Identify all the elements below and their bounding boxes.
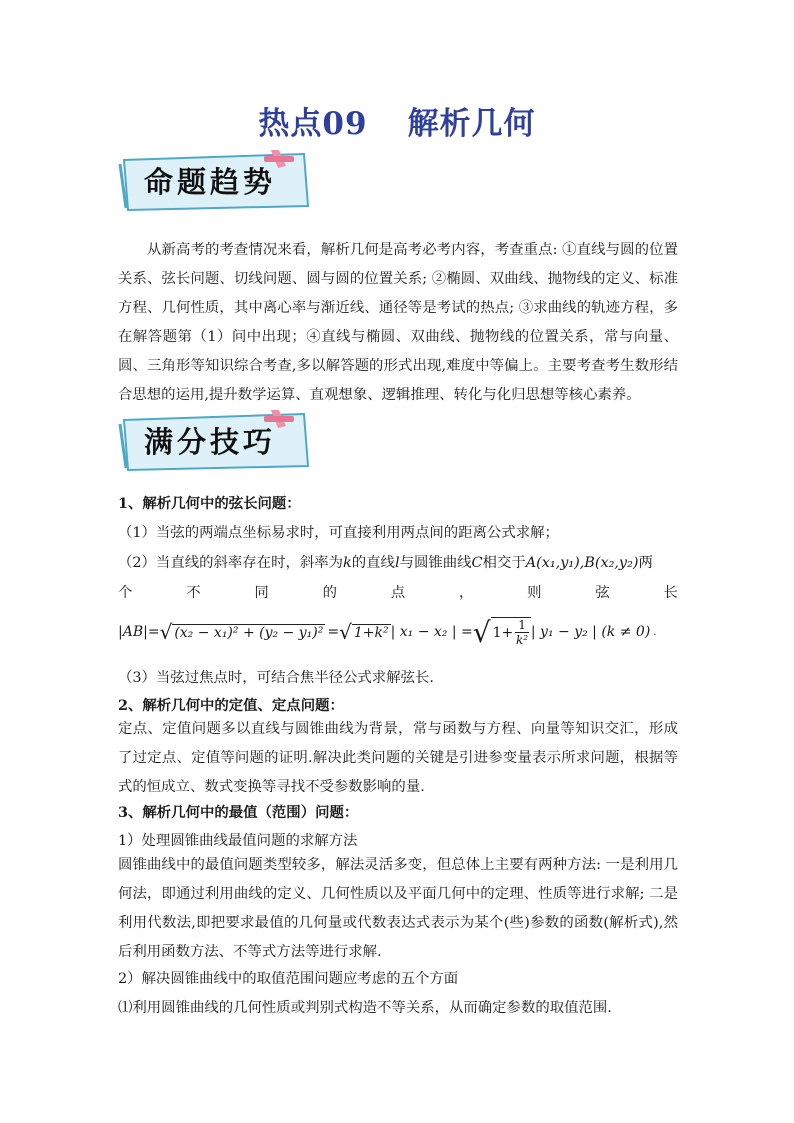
formula-radicand: 1+k² (353, 624, 389, 641)
section1-spread-line (118, 581, 678, 602)
spread-char: 不 (186, 585, 201, 601)
math-c: C (471, 555, 483, 571)
formula-lhs: |AB| (118, 624, 148, 640)
intro-paragraph: 从新高考的考查情况来看，解析几何是高考必考内容，考查重点: ①直线与圆的位置关系、弦长问题、切线问题、圆与圆的位置关系; ②椭圆、双曲线、抛物线的定义、标准方程、几何性质，其中离心率与渐近线、通径等是考试的热点; ③求曲线的轨迹方程，多在解答题第（1）问中出现；④直线与椭圆、双曲线、抛物线的位置关系，常与向量、圆、三角形等知识综合考查,多以解答题的形式出现,难度中等偏上。主要考查考生数形结合思想的运用,提升数学运算、直观想象、逻辑推理、转化与化归思想等核心素养。 (118, 242, 678, 403)
page-title (0, 98, 794, 143)
formula-end: . (653, 626, 657, 638)
section1-heading: 1、解析几何中的弦长问题： (118, 495, 301, 512)
radical-sign: √ (339, 620, 352, 644)
section3-body: 圆锥曲线中的最值问题类型较多，解法灵活多变，但总体上主要有两种方法: 一是利用几何法，即通过利用曲线的定义、几何性质以及平面几何中的定理、性质等进行求解; 二是利用代数法,即把要求最值的几何量或代数表达式表示为某个(些)参数的函数(解析式),然后利用函数方法、不等式方法等进行求解. (118, 857, 678, 960)
spread-char: 弦 (595, 585, 610, 601)
spread-char: 则 (527, 585, 542, 601)
text-span: 与圆锥曲线 (399, 555, 472, 571)
spread-char: ， (458, 585, 474, 601)
section3-heading: 3、解析几何中的最值（范围）问题： (118, 804, 359, 821)
math-points: A(x₁,y₁),B(x₂,y₂) (525, 555, 639, 571)
formula-radicand: (x₂ − x₁)² + (y₂ − y₁)² (174, 624, 324, 641)
spread-char: 个 (118, 585, 133, 601)
formula-fraction (515, 618, 529, 647)
section-banner-skills (118, 410, 314, 472)
formula-eq: = (327, 624, 340, 640)
spread-char: 点 (390, 585, 406, 601)
formula-eq: = (147, 624, 160, 640)
formula-big-radicand (491, 617, 531, 647)
radical-sign: √ (472, 615, 491, 649)
formula-one: 1+ (492, 624, 514, 641)
chord-length-formula (118, 608, 656, 656)
text-span: 的直线 (351, 555, 395, 571)
spread-char: 长 (663, 585, 678, 601)
math-l: l (394, 555, 400, 571)
section3-sub1: 1）处理圆锥曲线最值问题的求解方法 (118, 833, 358, 849)
title-topic: 解析几何 (407, 106, 536, 142)
section2-body: 定点、定值问题多以直线与圆锥曲线为背景，常与函数与方程、向量等知识交汇，形成了过定点、定值等问题的证明.解决此类问题的关键是引进参变量表示所求问题，根据等式的恒成立、数式变换等寻找不受参数影响的量. (118, 721, 678, 795)
text-span: 相交于 (482, 555, 526, 571)
text-span: 两 (638, 555, 653, 571)
math-k: k (343, 555, 352, 571)
fraction-denominator: k² (516, 633, 529, 647)
title-number: 热点09 (258, 106, 368, 142)
fraction-numerator: 1 (515, 618, 529, 633)
section2-heading: 2、解析几何中的定值、定点问题： (118, 697, 344, 714)
section1-point1: （1）当弦的两端点坐标易求时，可直接利用两点间的距离公式求解； (118, 525, 559, 541)
spread-char: 同 (254, 585, 269, 601)
banner-label: 满分技巧 (144, 425, 277, 459)
formula-abs: | y₁ − y₂ | (k ≠ 0) (530, 624, 651, 640)
section3-item1: ⑴利用圆锥曲线的几何性质或判别式构造不等关系，从而确定参数的取值范围. (118, 1000, 612, 1016)
section1-point2 (118, 551, 653, 572)
text-span: （2）当直线的斜率存在时，斜率为 (118, 555, 344, 571)
section1-point3: （3）当弦过焦点时，可结合焦半径公式求解弦长. (118, 670, 434, 686)
section-banner-trend (118, 150, 314, 212)
banner-label: 命题趋势 (144, 165, 277, 199)
section3-sub2: 2）解决圆锥曲线中的取值范围问题应考虑的五个方面 (118, 971, 459, 987)
radical-sign: √ (159, 620, 173, 644)
spread-char: 的 (322, 585, 337, 601)
formula-abs: | x₁ − x₂ | = (390, 624, 473, 640)
